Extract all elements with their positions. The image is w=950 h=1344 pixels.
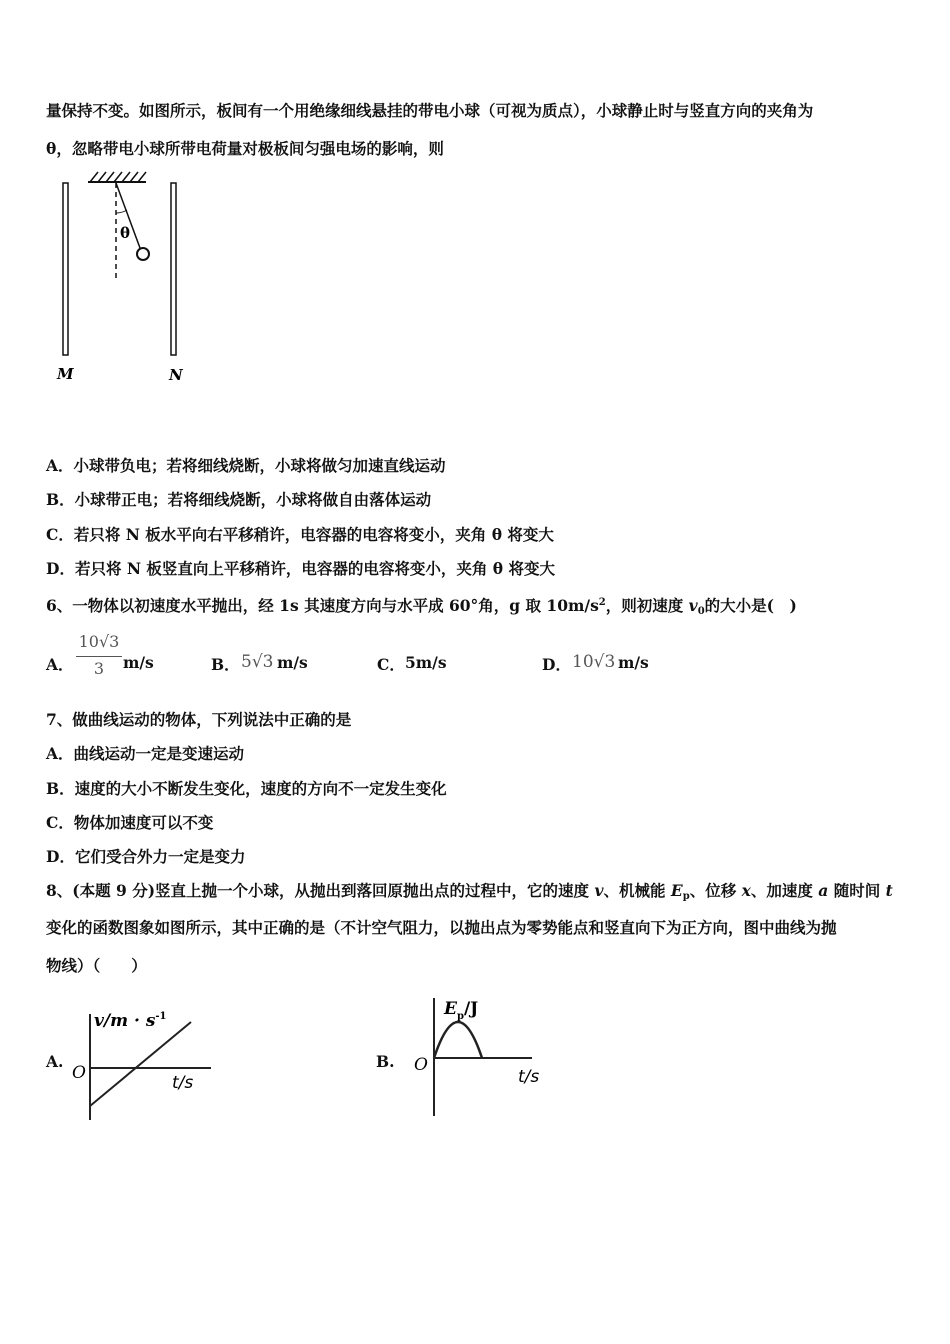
q8-var-x: x xyxy=(741,881,751,900)
angle-label: θ xyxy=(120,224,131,242)
graph-b-xlabel: t/s xyxy=(518,1067,540,1087)
q8-var-t: t xyxy=(885,881,893,900)
charged-ball xyxy=(137,248,149,260)
q6-option-a-unit: m/s xyxy=(123,653,154,672)
q8-graph-b-letter: B. xyxy=(376,1052,395,1071)
graph-b-origin: O xyxy=(414,1055,428,1075)
q6-option-c-letter: C． xyxy=(377,655,405,674)
q6-stem xyxy=(46,593,797,622)
intro-line-1: 量保持不变。如图所示，板间有一个用绝缘细线悬挂的带电小球（可视为质点），小球静止时与竖直方向的夹角为 xyxy=(46,101,814,120)
q6-options xyxy=(46,632,906,682)
q5-option-a: A．小球带负电；若将细线烧断，小球将做匀加速直线运动 xyxy=(46,456,446,475)
q8-line-3: 物线）（ ） xyxy=(46,956,147,975)
ceiling-hatch xyxy=(90,172,146,182)
q6-option-a-numerator: 10√3 xyxy=(78,632,120,651)
q6-option-a-fraction xyxy=(76,632,122,679)
q8-graph-b xyxy=(408,992,558,1132)
q6-option-a-denominator: 3 xyxy=(93,659,105,678)
fraction-bar xyxy=(76,656,122,657)
intro-line-2: θ，忽略带电小球所带电荷量对极板间匀强电场的影响，则 xyxy=(46,139,444,158)
q7-option-b: B．速度的大小不断发生变化，速度的方向不一定发生变化 xyxy=(46,779,447,798)
q6-stem-a: 6、一物体以初速度水平抛出，经 1s 其速度方向与水平成 60°角，g 取 10m/s xyxy=(46,596,599,616)
q8-line-1c: 、位移 xyxy=(689,881,742,900)
angle-arc xyxy=(116,210,127,213)
plate-m-label: M xyxy=(57,365,74,383)
q7-stem: 7、做曲线运动的物体，下列说法中正确的是 xyxy=(46,710,352,729)
q8-line-2: 变化的函数图象如图所示，其中正确的是（不计空气阻力，以抛出点为零势能点和竖直向下为正方向，图中曲线为抛 xyxy=(46,918,837,937)
q8-line-1a: 8、(本题 9 分)竖直上抛一个小球，从抛出到落回原抛出点的过程中，它的速度 xyxy=(46,881,595,900)
graph-a-origin: O xyxy=(72,1063,86,1083)
q6-stem-b: ，则初速度 xyxy=(605,596,689,616)
q6-option-b-unit: m/s xyxy=(277,653,308,672)
plate-n xyxy=(171,183,176,355)
q5-option-d: D．若只将 N 板竖直向上平移稍许，电容器的电容将变小，夹角 θ 将变大 xyxy=(46,559,556,578)
q5-option-b: B．小球带正电；若将细线烧断，小球将做自由落体运动 xyxy=(46,490,432,509)
q8-var-e-sub: p xyxy=(682,891,690,902)
plate-m xyxy=(63,183,68,355)
q8-line-1b: 、机械能 xyxy=(603,881,671,900)
capacitor-figure xyxy=(46,168,206,388)
q6-v-symbol: v xyxy=(688,596,698,616)
plate-n-label: N xyxy=(169,366,183,384)
q6-option-d-expr: 10√3 xyxy=(572,652,616,672)
q8-line-1e: 随时间 xyxy=(828,881,886,900)
q8-var-e: E xyxy=(670,881,683,900)
q8-graph-a xyxy=(66,1000,226,1128)
q6-option-a-letter: A． xyxy=(46,655,74,674)
q7-option-c: C．物体加速度可以不变 xyxy=(46,813,214,832)
q8-graph-a-letter: A. xyxy=(46,1052,64,1071)
q6-stem-sup: 2 xyxy=(598,597,606,608)
q6-option-c-value: 5m/s xyxy=(405,653,447,672)
q6-option-b-expr: 5√3 xyxy=(241,652,274,672)
graph-b-curve xyxy=(434,1022,482,1058)
q8-var-v: v xyxy=(594,881,604,900)
q6-stem-c: 的大小是( ) xyxy=(704,596,797,616)
graph-b-ylabel: $E_p/J$ xyxy=(444,999,479,1022)
q6-v-sub: 0 xyxy=(697,606,705,618)
graph-a-xlabel: t/s xyxy=(172,1073,194,1093)
q8-line-1d: 、加速度 xyxy=(750,881,819,900)
q6-option-d-unit: m/s xyxy=(618,653,649,672)
graph-a-line xyxy=(90,1022,194,1106)
q8-var-a: a xyxy=(818,881,829,900)
q7-option-d: D．它们受合外力一定是变力 xyxy=(46,847,246,866)
q5-option-c: C．若只将 N 板水平向右平移稍许，电容器的电容将变小，夹角 θ 将变大 xyxy=(46,525,554,544)
q8-line-1 xyxy=(46,881,893,907)
q7-option-a: A．曲线运动一定是变速运动 xyxy=(46,744,245,763)
q6-option-d-letter: D． xyxy=(542,655,571,674)
q6-option-b-letter: B． xyxy=(211,655,240,674)
graph-a-ylabel: $v/m \cdot s^{-1}$ xyxy=(94,1011,167,1031)
